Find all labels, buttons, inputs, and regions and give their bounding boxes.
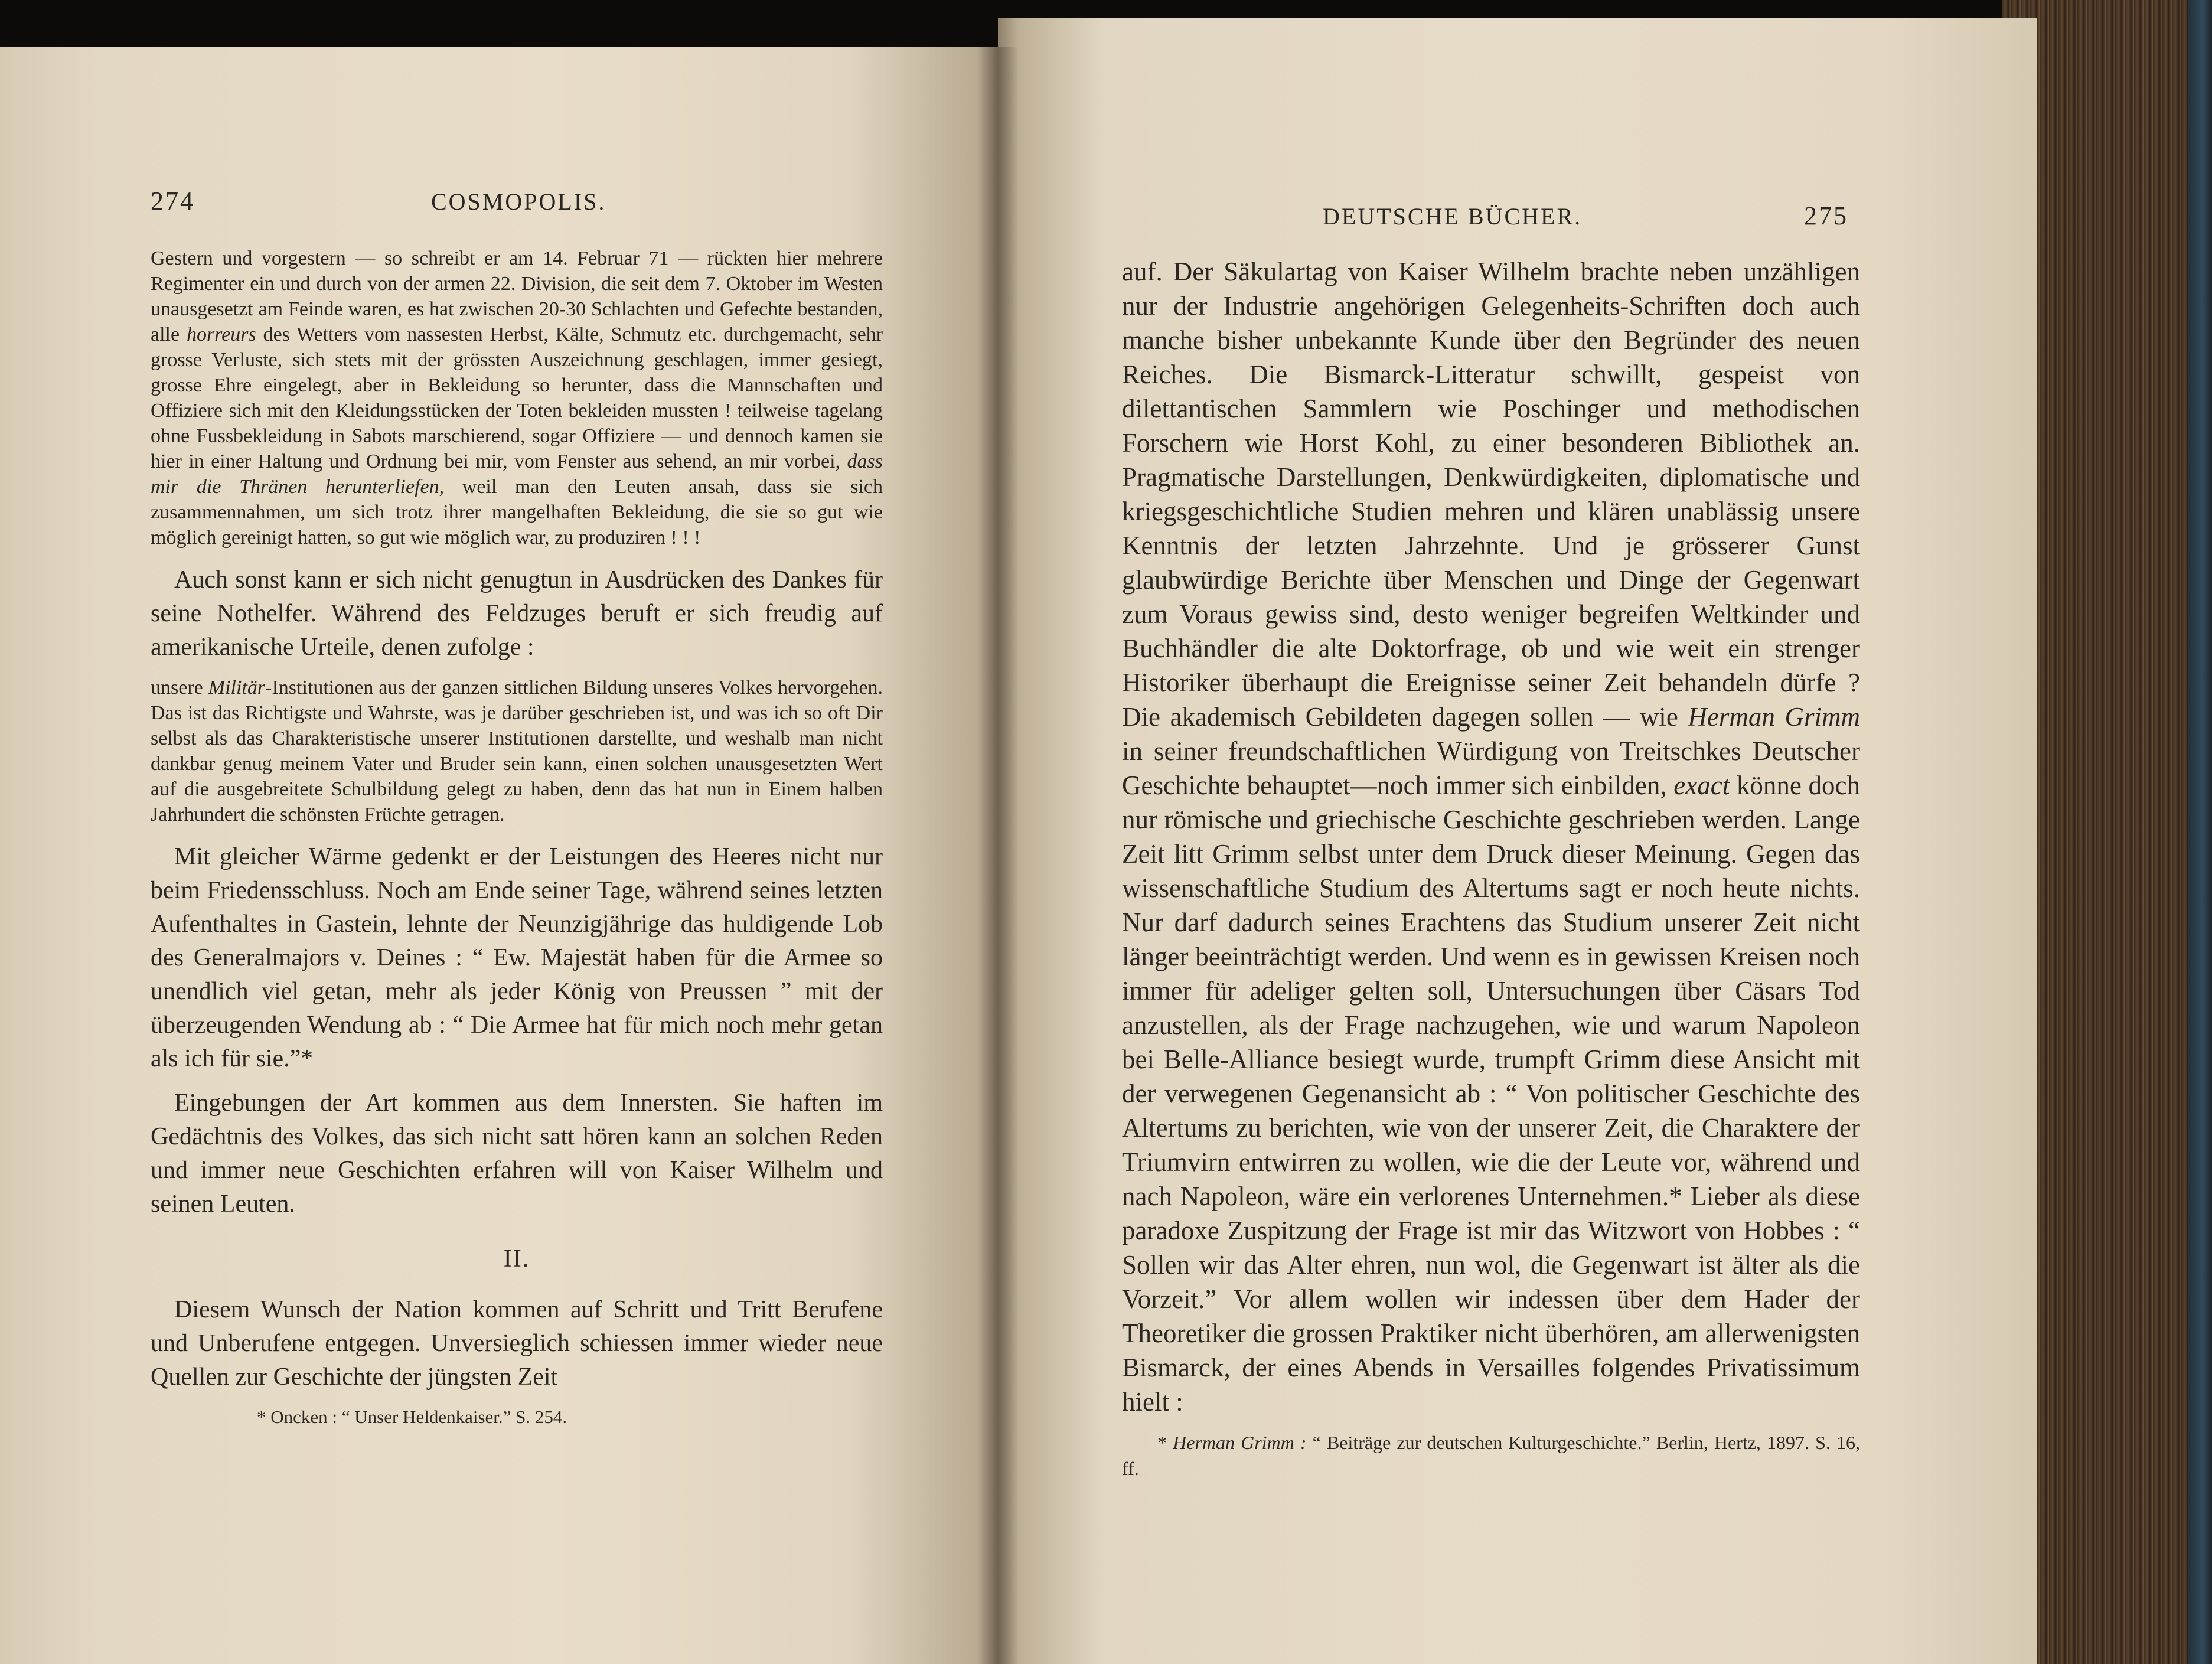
left-page	[0, 47, 998, 1664]
page-number-right: 275	[1804, 201, 1848, 230]
quote1-text-1: Gestern und vorgestern — so schreibt er am 14. Februar 71 — rückten hier mehrere Regimenter ein und durch von der armen 22. Division, die seit dem 7. Oktober im Westen unausgesetzt am Feinde waren, es hat zwischen 20-30 Schlachten und Gefechte bestanden, alle	[151, 247, 883, 345]
quote-block-1	[151, 246, 883, 550]
footnote-right-author: Herman Grimm :	[1173, 1432, 1307, 1453]
footnote-right-text: “ Beiträge zur deutschen Kulturgeschichte.” Berlin, Hertz, 1897. S. 16, ff.	[1122, 1432, 1861, 1479]
quote2-italic-1: Militär	[208, 677, 266, 699]
paragraph-right	[1122, 255, 1860, 1419]
right-page	[998, 18, 2037, 1664]
left-running-head	[151, 186, 883, 216]
right-italic-1: Herman Grimm	[1688, 702, 1860, 732]
right-page-content	[1122, 201, 1860, 1482]
footnote-left: * Oncken : “ Unser Heldenkaiser.” S. 254.	[257, 1407, 567, 1427]
book-cover-edge	[2188, 0, 2212, 1664]
quote1-text-2: des Wetters vom nassesten Herbst, Kälte, Schmutz etc. durchgemacht, sehr grosse Verluste, sich stets mit der grössten Auszeichnung geschlagen, immer gesiegt, grosse Ehre eingelegt, aber in Bekleidung so herunter, dass die Mannschaften und Offiziere sich mit den Kleidungsstücken der Toten bekleiden mussten ! teilweise tagelang ohne Fussbekleidung in Sabots marschierend, sogar Offiziere — und dennoch kamen sie hier in einer Haltung und Ordnung bei mir, vom Fenster aus sehend, an mir vorbei,	[151, 324, 883, 472]
footnote-right-marker: *	[1157, 1432, 1173, 1453]
footnote-right	[1122, 1430, 1860, 1482]
left-page-content	[151, 186, 883, 1430]
quote2-text-1: unsere	[151, 677, 208, 699]
right-italic-2: exact	[1673, 771, 1730, 800]
right-text-1: auf. Der Säkulartag von Kaiser Wilhelm brachte neben unzähligen nur der Industrie angehörigen Gelegenheits-Schriften doch auch manche bisher unbekannte Kunde über den Begründer des neuen Reiches. Die Bismarck-Litteratur schwillt, gespeist von dilettantischen Sammlern wie Poschinger und methodischen Forschern wie Horst Kohl, zu einer besonderen Bibliothek an. Pragmatische Darstellungen, Denkwürdigkeiten, diplomatische und kriegsgeschichtliche Studien mehren und klären unablässig unsere Kenntnis der letzten Jahrzehnte. Und je grösserer Gunst glaubwürdige Berichte über Menschen und Dinge der Gegenwart zum Voraus gewiss sind, desto weniger begreifen Weltkinder und Buchhändler die alte Doktorfrage, ob und wie weit ein strenger Historiker überhaupt die Ereignisse seiner Zeit behandeln dürfe ? Die akademisch Gebildeten dagegen sollen — wie	[1122, 257, 1860, 732]
running-head-title-right: DEUTSCHE BÜCHER.	[1323, 203, 1583, 230]
book-gutter	[977, 47, 1019, 1664]
page-number-left: 274	[151, 187, 195, 216]
section-heading: II.	[503, 1245, 530, 1273]
quote1-italic-1: horreurs	[186, 324, 256, 345]
quote1-text-3: weil man den Leuten ansah, dass sie sich zusammennahmen, um sich trotz ihrer mangelhaften Bekleidung, die sie so gut wie möglich gereinigt hatten, so gut wie möglich war, zu produziren ! ! !	[151, 476, 883, 549]
paragraph-1: Auch sonst kann er sich nicht genugtun in Ausdrücken des Dankes für seine Nothelfer. Während des Feldzuges beruft er sich freudig auf amerikanische Urteile, denen zufolge :	[151, 566, 883, 661]
quote-block-2	[151, 675, 883, 827]
quote1-italic-2: dass mir die Thränen herunterliefen,	[151, 451, 883, 498]
right-text-3: könne doch nur römische und griechische Geschichte geschrieben werden. Lange Zeit litt Grimm selbst unter dem Druck dieser Meinung. Gegen das wissenschaftliche Studium des Altertums sagt er noch heute nichts. Nur darf dadurch seines Erachtens das Studium unserer Zeit nicht länger beeinträchtigt werden. Und wenn es in gewissen Kreisen noch immer für adeliger gelten soll, Untersuchungen über Cäsars Tod anzustellen, als der Frage nachzugehen, wie und warum Napoleon bei Belle-Alliance besiegt wurde, trumpft Grimm diese Ansicht mit der verwegenen Gegenansicht ab : “ Von politischer Geschichte des Altertums zu berichten, wie von der unserer Zeit, die Charaktere der Triumvirn entwirren zu wollen, wie die der Leute vor, während und nach Napoleon, wäre ein verlorenes Unternehmen.* Lieber als diese paradoxe Zuspitzung der Frage ist mir das Witzwort von Hobbes : “ Sollen wir das Alter ehren, nun wol, die Gegenwart ist älter als die Vorzeit.” Vor allem wollen wir indessen über dem Hader der Theoretiker die grossen Praktiker nicht überhören, am allerwenigsten Bismarck, der eines Abends in Versailles folgendes Privatissimum hielt :	[1122, 771, 1860, 1417]
right-running-head	[1122, 201, 1860, 231]
paragraph-2: Mit gleicher Wärme gedenkt er der Leistungen des Heeres nicht nur beim Friedensschluss. Noch am Ende seiner Tage, während seines letzten Aufenthaltes in Gastein, lehnte der Neunzigjährige das huldigende Lob des Generalmajors v. Deines : “ Ew. Majestät haben für die Armee so unendlich viel getan, mehr als jeder König von Preussen ” mit der überzeugenden Wendung ab : “ Die Armee hat für mich noch mehr getan als ich für sie.”*	[151, 843, 883, 1072]
paragraph-3: Eingebungen der Art kommen aus dem Innersten. Sie haften im Gedächtnis des Volkes, das sich nicht satt hören kann an solchen Reden und immer neue Geschichten erfahren will von Kaiser Wilhelm und seinen Leuten.	[151, 1089, 883, 1218]
running-head-title-left: COSMOPOLIS.	[431, 188, 606, 215]
right-text-2: in seiner freundschaftlichen Würdigung von Treitschkes Deutscher Geschichte behauptet—noch immer sich einbilden,	[1122, 736, 1860, 800]
paragraph-4: Diesem Wunsch der Nation kommen auf Schritt und Tritt Berufene und Unberufene entgegen. Unversieglich schiessen immer wieder neue Quellen zur Geschichte der jüngsten Zeit	[151, 1296, 883, 1391]
quote2-text-2: -Institutionen aus der ganzen sittlichen Bildung unseres Volkes hervorgehen. Das ist das Richtigste und Wahrste, was je darüber geschrieben ist, und was ich so oft Dir selbst als das Charakteristische unserer Institutionen darstellte, und weshalb man nicht dankbar genug meinem Vater und Bruder sein kann, einen solchen unausgesetzten Wert auf die ausgebreitete Schulbildung gelegt zu haben, denn das hat nun in Einem halben Jahrhundert die schönsten Früchte getragen.	[151, 677, 883, 826]
